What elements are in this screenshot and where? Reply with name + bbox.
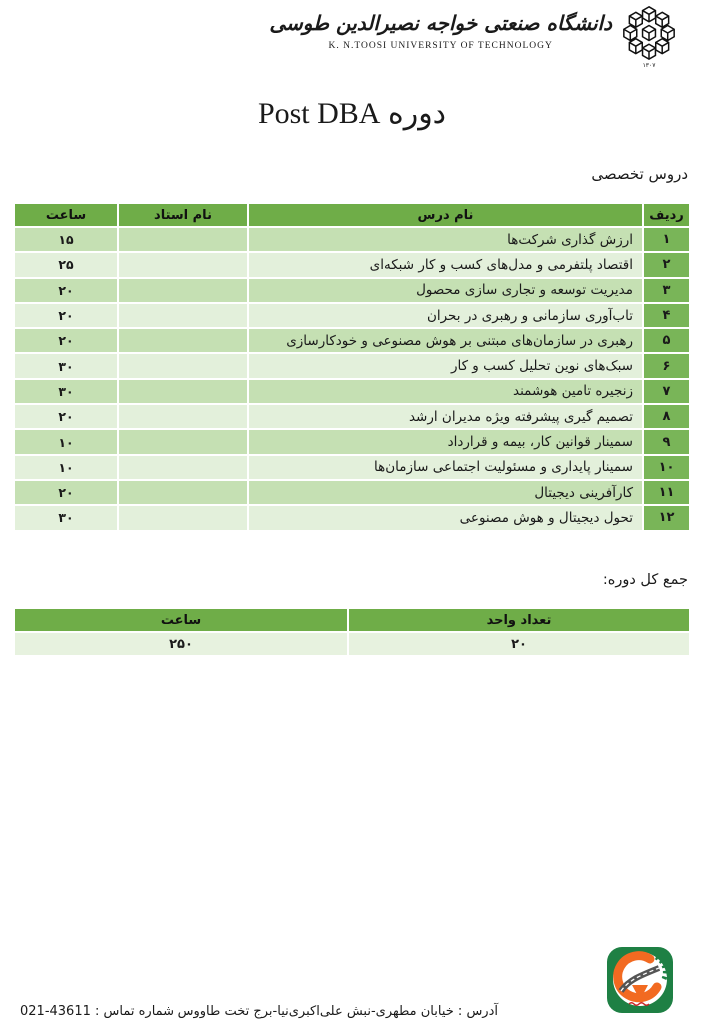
row-number: ۷ (643, 379, 689, 404)
hours-cell: ۲۵ (15, 252, 118, 277)
professor-cell (118, 404, 248, 429)
professor-cell (118, 379, 248, 404)
hours-cell: ۱۵ (15, 227, 118, 252)
course-name-cell: زنجیره تامین هوشمند (248, 379, 643, 404)
course-name-cell: رهبری در سازمان‌های مبتنی بر هوش مصنوعی و خودکارسازی (248, 328, 643, 353)
total-label: جمع کل دوره: (602, 572, 688, 588)
university-name-en: K. N.TOOSI UNIVERSITY OF TECHNOLOGY (328, 41, 553, 51)
units-value: ۲۰ (348, 632, 689, 655)
professor-cell (118, 353, 248, 378)
row-number: ۳ (643, 278, 689, 303)
course-name-cell: ارزش گذاری شرکت‌ها (248, 227, 643, 252)
row-number: ۶ (643, 353, 689, 378)
row-number: ۹ (643, 429, 689, 454)
professor-cell (118, 303, 248, 328)
table-row (15, 480, 689, 505)
hours-cell: ۳۰ (15, 353, 118, 378)
courses-table (15, 204, 689, 530)
section-heading: دروس تخصصی (591, 165, 688, 183)
table-row (15, 505, 689, 529)
table-row (15, 328, 689, 353)
phone-label: شماره تماس : (95, 1004, 175, 1019)
table-header-row (15, 204, 689, 227)
table-row (15, 278, 689, 303)
hours-cell: ۲۰ (15, 328, 118, 353)
table-row (15, 227, 689, 252)
course-name-cell: سبک‌های نوین تحلیل کسب و کار (248, 353, 643, 378)
total-header-row (15, 609, 689, 632)
header-total-hours: ساعت (15, 609, 348, 632)
header-row-number: ردیف (643, 204, 689, 227)
table-row (15, 455, 689, 480)
table-row (15, 379, 689, 404)
institute-logo (606, 946, 674, 1014)
total-value-row (15, 632, 689, 655)
institute-logo-icon (606, 946, 674, 1014)
course-name-cell: تحول دیجیتال و هوش مصنوعی (248, 505, 643, 529)
professor-cell (118, 328, 248, 353)
row-number: ۱ (643, 227, 689, 252)
professor-cell (118, 480, 248, 505)
course-name-cell: سمینار پایداری و مسئولیت اجتماعی سازمان‌ها (248, 455, 643, 480)
university-emblem-icon (620, 4, 678, 62)
course-name-cell: اقتصاد پلتفرمی و مدل‌های کسب و کار شبکه‌ای (248, 252, 643, 277)
header-hours: ساعت (15, 204, 118, 227)
hours-cell: ۱۰ (15, 455, 118, 480)
header-course-name: نام درس (248, 204, 643, 227)
professor-cell (118, 227, 248, 252)
hours-cell: ۲۰ (15, 480, 118, 505)
header-units: تعداد واحد (348, 609, 689, 632)
course-name-cell: سمینار قوانین کار، بیمه و قرارداد (248, 429, 643, 454)
course-name-cell: کارآفرینی دیجیتال (248, 480, 643, 505)
course-name-cell: تصمیم گیری پیشرفته ویژه مدیران ارشد (248, 404, 643, 429)
professor-cell (118, 505, 248, 529)
row-number: ۸ (643, 404, 689, 429)
hours-cell: ۲۰ (15, 303, 118, 328)
table-row (15, 303, 689, 328)
table-row (15, 404, 689, 429)
table-row (15, 353, 689, 378)
university-name-fa: دانشگاه صنعتی خواجه نصیرالدین طوسی (269, 11, 612, 35)
professor-cell (118, 429, 248, 454)
table-row (15, 252, 689, 277)
university-emblem (620, 4, 678, 69)
address-text: آدرس : خیابان مطهری-نبش علی‌اکبری‌نیا-برج تخت طاووس (177, 1004, 498, 1019)
total-hours-value: ۲۵۰ (15, 632, 348, 655)
hours-cell: ۳۰ (15, 505, 118, 529)
table-row (15, 429, 689, 454)
row-number: ۲ (643, 252, 689, 277)
university-founding-year: ۱۳۰۷ (642, 62, 656, 69)
phone-number: 021-43611 (20, 1004, 91, 1019)
hours-cell: ۱۰ (15, 429, 118, 454)
professor-cell (118, 252, 248, 277)
footer-contact-line (20, 1004, 498, 1019)
row-number: ۵ (643, 328, 689, 353)
hours-cell: ۲۰ (15, 278, 118, 303)
total-table (15, 609, 689, 655)
hours-cell: ۳۰ (15, 379, 118, 404)
row-number: ۱۰ (643, 455, 689, 480)
page-title: دوره Post DBA (257, 97, 447, 130)
row-number: ۱۲ (643, 505, 689, 529)
course-name-cell: مدیریت توسعه و تجاری سازی محصول (248, 278, 643, 303)
row-number: ۱۱ (643, 480, 689, 505)
university-header (269, 4, 678, 69)
row-number: ۴ (643, 303, 689, 328)
course-name-cell: تاب‌آوری سازمانی و رهبری در بحران (248, 303, 643, 328)
professor-cell (118, 278, 248, 303)
professor-cell (118, 455, 248, 480)
header-professor-name: نام استاد (118, 204, 248, 227)
phone-text (20, 1004, 174, 1019)
hours-cell: ۲۰ (15, 404, 118, 429)
university-name-block (269, 4, 612, 51)
